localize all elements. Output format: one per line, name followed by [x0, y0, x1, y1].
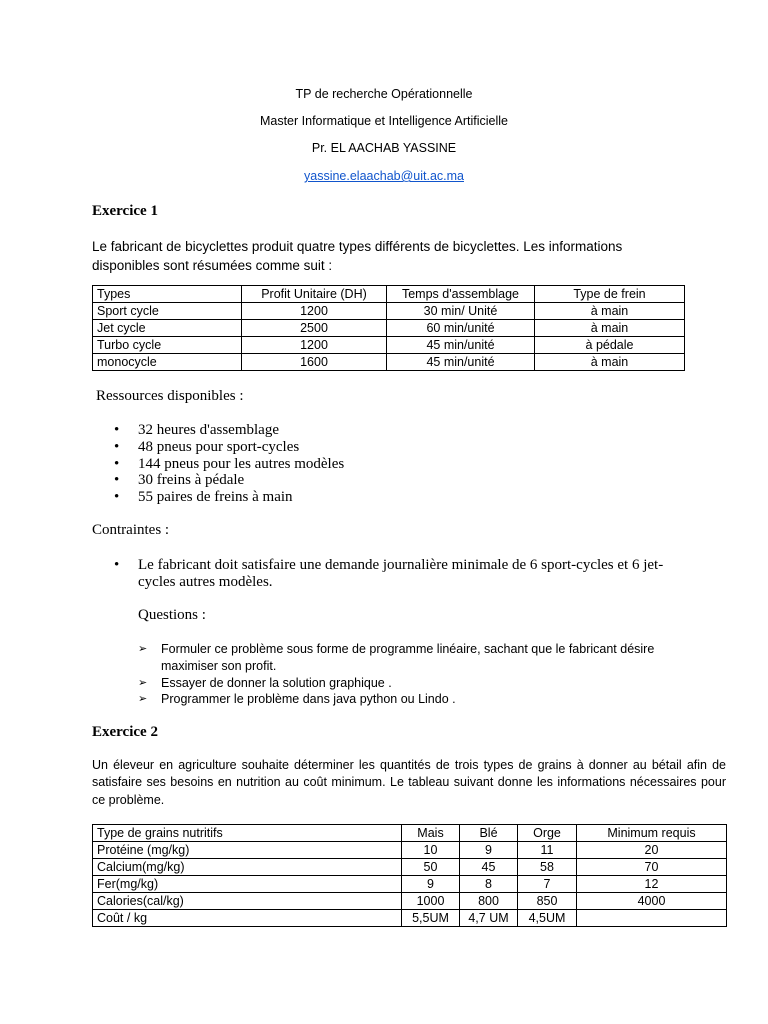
- table-cell: 45 min/unité: [387, 354, 535, 371]
- table-cell: 11: [518, 842, 577, 859]
- table-header-cell: Type de frein: [535, 286, 685, 303]
- table-header-cell: Orge: [518, 825, 577, 842]
- arrow-bullet-icon: ➢: [138, 676, 148, 689]
- exercise-2-title: Exercice 2: [92, 724, 158, 740]
- bullet-icon: •: [114, 455, 120, 472]
- resources-label: Ressources disponibles :: [96, 388, 244, 404]
- table-cell: Coût / kg: [93, 910, 402, 927]
- table-row: [93, 303, 685, 320]
- questions-list: [92, 641, 672, 708]
- table-cell: 10: [402, 842, 460, 859]
- table-cell: 8: [460, 876, 518, 893]
- table-cell: 12: [577, 876, 727, 893]
- table-cell: [577, 910, 727, 927]
- table-cell: 58: [518, 859, 577, 876]
- doc-header-line1: TP de recherche Opérationnelle: [295, 87, 473, 101]
- table-cell: Sport cycle: [93, 303, 242, 320]
- table-cell: 2500: [242, 320, 387, 337]
- table-row: [93, 859, 727, 876]
- table-header-cell: Profit Unitaire (DH): [242, 286, 387, 303]
- arrow-bullet-icon: ➢: [138, 643, 148, 655]
- table-cell: 1600: [242, 354, 387, 371]
- table-cell: à main: [535, 354, 685, 371]
- table-cell: Calories(cal/kg): [93, 893, 402, 910]
- list-item: ➢ Programmer le problème dans java python ou Lindo .: [138, 692, 456, 707]
- table-header-cell: Minimum requis: [577, 825, 727, 842]
- list-item: • 55 paires de freins à main: [114, 489, 293, 506]
- list-item: • 32 heures d'assemblage: [114, 422, 279, 438]
- table-row: [93, 910, 727, 927]
- table-cell: Fer(mg/kg): [93, 876, 402, 893]
- table-header-cell: Blé: [460, 825, 518, 842]
- bullet-icon: •: [114, 489, 120, 506]
- resources-list: [92, 422, 344, 506]
- table-cell: 4000: [577, 893, 727, 910]
- list-item: • 48 pneus pour sport-cycles: [114, 438, 300, 455]
- bicycle-table: [92, 285, 685, 371]
- arrow-bullet-icon: ➢: [138, 693, 148, 706]
- table-cell: 20: [577, 842, 727, 859]
- table-cell: Protéine (mg/kg): [93, 842, 402, 859]
- table-row: [93, 337, 685, 354]
- table-cell: 4,5UM: [518, 910, 577, 927]
- table-row: [93, 876, 727, 893]
- table-row: [93, 320, 685, 337]
- doc-header-author: Pr. EL AACHAB YASSINE: [311, 141, 457, 155]
- table-header-cell: Types: [93, 286, 242, 303]
- table-cell: 5,5UM: [402, 910, 460, 927]
- list-item: ➢ Formuler ce problème sous forme de programme linéaire, sachant que le fabricant désire maximiser son profit.: [138, 642, 655, 673]
- list-item: ➢ Essayer de donner la solution graphique .: [138, 675, 392, 690]
- bullet-icon: •: [114, 557, 120, 573]
- table-cell: Jet cycle: [93, 320, 242, 337]
- table-cell: à main: [535, 320, 685, 337]
- list-item: • 30 freins à pédale: [114, 472, 245, 489]
- exercise-1-title: Exercice 1: [92, 203, 158, 219]
- nutrition-table: [92, 824, 727, 927]
- table-cell: 70: [577, 859, 727, 876]
- table-row: [93, 893, 727, 910]
- email-link[interactable]: yassine.elaachab@uit.ac.ma: [304, 169, 464, 183]
- table-header-row: [93, 286, 685, 303]
- table-cell: 50: [402, 859, 460, 876]
- table-header-row: [93, 825, 727, 842]
- table-cell: 850: [518, 893, 577, 910]
- table-cell: Turbo cycle: [93, 337, 242, 354]
- doc-header-line2: Master Informatique et Intelligence Artificielle: [259, 114, 509, 128]
- table-cell: à main: [535, 303, 685, 320]
- table-cell: à pédale: [535, 337, 685, 354]
- table-row: [93, 354, 685, 371]
- table-cell: 800: [460, 893, 518, 910]
- table-cell: 1200: [242, 337, 387, 354]
- table-header-cell: Temps d'assemblage: [387, 286, 535, 303]
- table-cell: 30 min/ Unité: [387, 303, 535, 320]
- exercise-2-intro: Un éleveur en agriculture souhaite déterminer les quantités de trois types de grains à donner au bétail afin de satisfaire ses besoins en nutrition au coût minimum. Le tableau suivant donne les informations nécessaires pour ce problème.: [92, 758, 726, 807]
- table-cell: 9: [402, 876, 460, 893]
- table-cell: 7: [518, 876, 577, 893]
- constraint-text: Le fabricant doit satisfaire une demande journalière minimale de 6 sport-cycles et 6 jet-cycles autres modèles.: [138, 557, 664, 590]
- table-cell: 45: [460, 859, 518, 876]
- exercise-1-intro: Le fabricant de bicyclettes produit quatre types différents de bicyclettes. Les informations disponibles sont résumées comme suit :: [92, 239, 623, 273]
- table-cell: 45 min/unité: [387, 337, 535, 354]
- bullet-icon: •: [114, 438, 120, 455]
- table-header-cell: Mais: [402, 825, 460, 842]
- table-cell: 1200: [242, 303, 387, 320]
- questions-label: Questions :: [138, 607, 206, 623]
- table-cell: 1000: [402, 893, 460, 910]
- table-cell: 9: [460, 842, 518, 859]
- table-cell: 4,7 UM: [460, 910, 518, 927]
- table-cell: Calcium(mg/kg): [93, 859, 402, 876]
- bullet-icon: •: [114, 422, 120, 438]
- table-row: [93, 842, 727, 859]
- constraints-label: Contraintes :: [92, 522, 170, 538]
- constraint-item: [92, 557, 672, 591]
- bullet-icon: •: [114, 472, 120, 489]
- table-cell: monocycle: [93, 354, 242, 371]
- table-cell: 60 min/unité: [387, 320, 535, 337]
- table-header-cell: Type de grains nutritifs: [93, 825, 402, 842]
- list-item: • 144 pneus pour les autres modèles: [114, 455, 345, 472]
- doc-header-email-row: [0, 169, 768, 183]
